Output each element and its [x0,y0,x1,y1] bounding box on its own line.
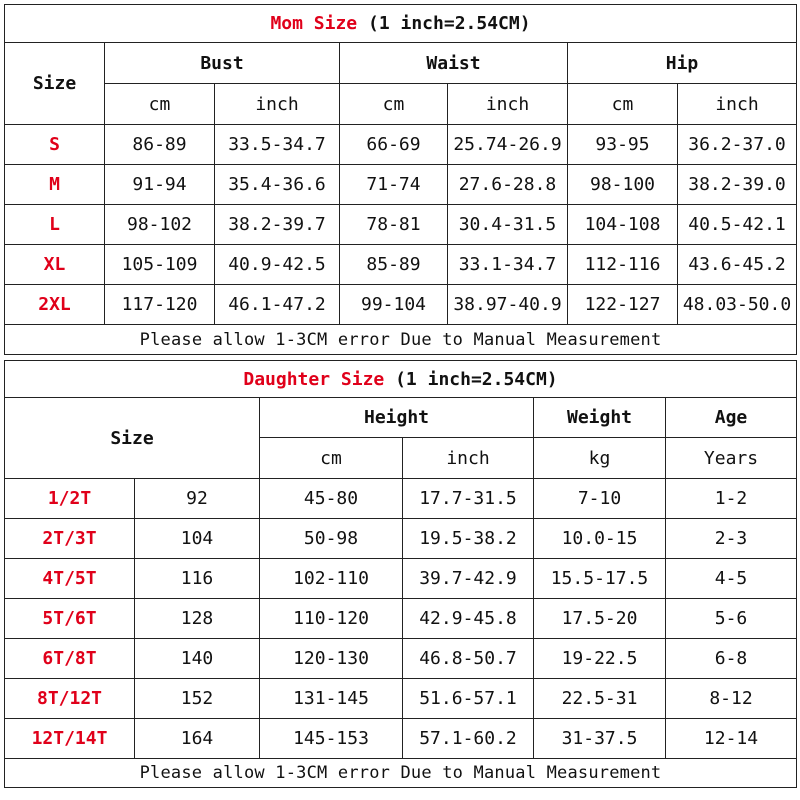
daughter-cell: 8-12 [666,679,797,719]
daughter-cell: 12-14 [666,719,797,759]
mom-group-bust: Bust [105,43,340,84]
mom-cell: 117-120 [105,285,215,325]
daughter-cell: 131-145 [260,679,403,719]
daughter-cell: 4-5 [666,559,797,599]
daughter-table-title [5,361,797,398]
mom-size-label: XL [5,245,105,285]
mom-cell: 40.9-42.5 [215,245,340,285]
daughter-group-height: Height [260,398,534,438]
mom-cell: 38.2-39.0 [678,165,797,205]
daughter-group-age: Age [666,398,797,438]
daughter-size-label: 6T/8T [5,639,135,679]
mom-unit: cm [568,84,678,125]
daughter-cell: 42.9-45.8 [403,599,534,639]
table-row [5,245,797,285]
table-row [5,165,797,205]
daughter-cell: 10.0-15 [534,519,666,559]
daughter-cell: 45-80 [260,479,403,519]
table-row [5,639,797,679]
mom-note: Please allow 1-3CM error Due to Manual Measurement [5,325,797,355]
daughter-size-label: 12T/14T [5,719,135,759]
mom-table-title [5,5,797,43]
daughter-cell: 46.8-50.7 [403,639,534,679]
mom-cell: 36.2-37.0 [678,125,797,165]
mom-cell: 122-127 [568,285,678,325]
daughter-cell: 102-110 [260,559,403,599]
daughter-unit: cm [260,438,403,479]
daughter-cell: 120-130 [260,639,403,679]
daughter-size-header: Size [5,398,260,479]
mom-cell: 33.1-34.7 [448,245,568,285]
table-row [5,205,797,245]
mom-cell: 27.6-28.8 [448,165,568,205]
daughter-size-number: 140 [135,639,260,679]
daughter-cell: 19.5-38.2 [403,519,534,559]
mom-size-header: Size [5,43,105,125]
mom-cell: 33.5-34.7 [215,125,340,165]
table-row [5,679,797,719]
mom-cell: 35.4-36.6 [215,165,340,205]
daughter-conversion: (1 inch=2.54CM) [395,368,558,390]
mom-size-label: M [5,165,105,205]
daughter-cell: 7-10 [534,479,666,519]
mom-group-waist: Waist [340,43,568,84]
table-row [5,719,797,759]
table-row [5,519,797,559]
daughter-group-weight: Weight [534,398,666,438]
mom-cell: 104-108 [568,205,678,245]
mom-cell: 91-94 [105,165,215,205]
daughter-cell: 145-153 [260,719,403,759]
mom-cell: 38.2-39.7 [215,205,340,245]
mom-cell: 99-104 [340,285,448,325]
mom-cell: 46.1-47.2 [215,285,340,325]
mom-title: Mom Size [270,13,358,34]
mom-unit: inch [678,84,797,125]
daughter-size-table [4,360,797,788]
mom-group-hip: Hip [568,43,797,84]
daughter-unit: Years [666,438,797,479]
daughter-cell: 17.5-20 [534,599,666,639]
mom-cell: 98-102 [105,205,215,245]
mom-size-label: L [5,205,105,245]
daughter-cell: 17.7-31.5 [403,479,534,519]
daughter-title: Daughter Size [243,368,385,390]
daughter-size-number: 128 [135,599,260,639]
mom-unit: cm [340,84,448,125]
daughter-cell: 2-3 [666,519,797,559]
mom-cell: 43.6-45.2 [678,245,797,285]
daughter-cell: 51.6-57.1 [403,679,534,719]
daughter-cell: 19-22.5 [534,639,666,679]
table-row [5,479,797,519]
mom-cell: 86-89 [105,125,215,165]
mom-cell: 105-109 [105,245,215,285]
daughter-cell: 57.1-60.2 [403,719,534,759]
daughter-cell: 6-8 [666,639,797,679]
mom-size-table [4,4,797,355]
daughter-unit: inch [403,438,534,479]
daughter-cell: 5-6 [666,599,797,639]
mom-size-label: 2XL [5,285,105,325]
daughter-cell: 31-37.5 [534,719,666,759]
mom-cell: 30.4-31.5 [448,205,568,245]
table-row [5,559,797,599]
table-row [5,125,797,165]
daughter-size-number: 164 [135,719,260,759]
mom-size-label: S [5,125,105,165]
mom-cell: 71-74 [340,165,448,205]
daughter-size-label: 1/2T [5,479,135,519]
mom-unit: inch [448,84,568,125]
mom-cell: 85-89 [340,245,448,285]
daughter-size-number: 152 [135,679,260,719]
daughter-cell: 39.7-42.9 [403,559,534,599]
mom-cell: 38.97-40.9 [448,285,568,325]
daughter-note: Please allow 1-3CM error Due to Manual Measurement [5,759,797,788]
table-row [5,599,797,639]
daughter-size-label: 4T/5T [5,559,135,599]
daughter-size-label: 5T/6T [5,599,135,639]
daughter-cell: 15.5-17.5 [534,559,666,599]
daughter-size-label: 8T/12T [5,679,135,719]
mom-conversion: (1 inch=2.54CM) [368,13,531,34]
table-row [5,285,797,325]
mom-cell: 48.03-50.0 [678,285,797,325]
mom-cell: 25.74-26.9 [448,125,568,165]
mom-cell: 40.5-42.1 [678,205,797,245]
daughter-cell: 50-98 [260,519,403,559]
mom-cell: 78-81 [340,205,448,245]
mom-unit: inch [215,84,340,125]
daughter-size-number: 104 [135,519,260,559]
daughter-cell: 1-2 [666,479,797,519]
mom-cell: 98-100 [568,165,678,205]
daughter-size-number: 116 [135,559,260,599]
daughter-cell: 22.5-31 [534,679,666,719]
daughter-size-number: 92 [135,479,260,519]
mom-unit: cm [105,84,215,125]
mom-cell: 112-116 [568,245,678,285]
mom-cell: 93-95 [568,125,678,165]
daughter-cell: 110-120 [260,599,403,639]
daughter-unit: kg [534,438,666,479]
mom-cell: 66-69 [340,125,448,165]
daughter-size-label: 2T/3T [5,519,135,559]
